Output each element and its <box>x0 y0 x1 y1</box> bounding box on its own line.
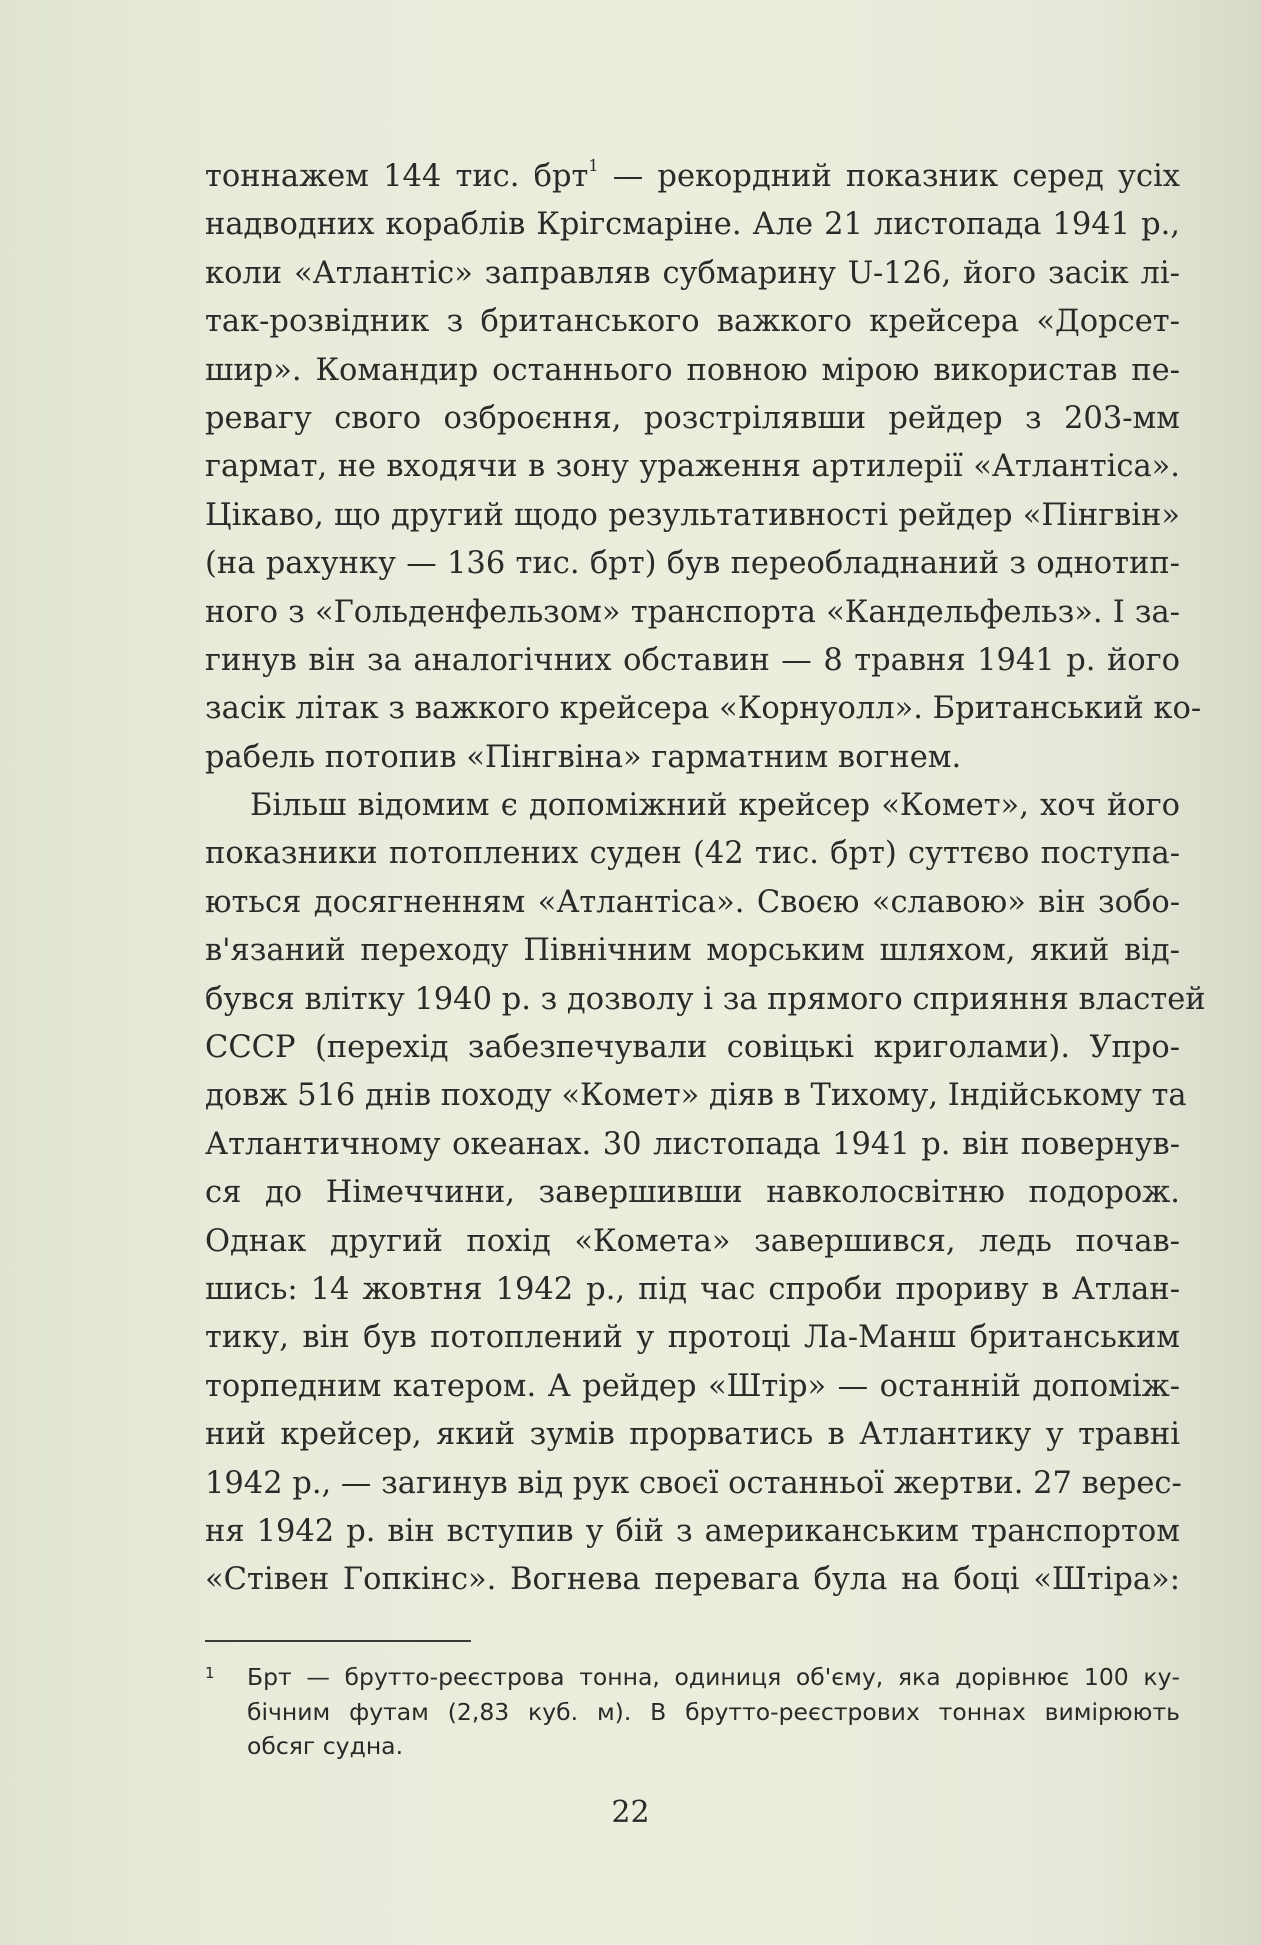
text-line: гинув він за аналогічних обставин — 8 травня 1941 р. його <box>205 642 1180 678</box>
text-line: ся до Німеччини, завершивши навколосвітню подорож. <box>205 1175 1180 1211</box>
paragraph-start-line: Більш відомим є допоміжний крейсер «Комет», хоч його <box>250 788 1180 824</box>
line-text: тоннажем 144 тис. брт <box>205 159 589 194</box>
footnote-line: Брт — брутто-реєстрова тонна, одиниця об'єму, яка дорівнює 100 ку- <box>247 1663 1180 1691</box>
page-number: 22 <box>611 1795 650 1830</box>
text-line: ревагу свого озброєння, розстрілявши рейдер з 203-мм <box>205 400 1180 436</box>
text-line: ного з «Гольденфельзом» транспорта «Кандельфельз». І за- <box>205 594 1180 630</box>
text-line: шись: 14 жовтня 1942 р., під час спроби прориву в Атлан- <box>205 1271 1180 1307</box>
text-line: рабель потопив «Пінгвіна» гарматним вогнем. <box>205 739 962 775</box>
text-line: засік літак з важкого крейсера «Корнуолл». Британський ко- <box>205 691 1202 727</box>
text-line: так-розвідник з британського важкого крейсера «Дорсет- <box>205 304 1180 340</box>
footnote-line: бічним футам (2,83 куб. м). В брутто-реєстрових тоннах вимірюють <box>247 1697 1180 1726</box>
footnote-line: обсяг судна. <box>247 1732 404 1760</box>
text-line: показники потоплених суден (42 тис. брт) суттєво поступа- <box>205 836 1180 872</box>
text-line: довж 516 днів походу «Комет» діяв в Тихому, Індійському та <box>205 1078 1187 1114</box>
footnote-marker: 1 <box>205 1664 215 1682</box>
text-line: гармат, не входячи в зону ураження артилерії «Атлантіса». <box>205 449 1180 485</box>
text-line: СССР (перехід забезпечували совіцькі криголами). Упро- <box>205 1030 1180 1066</box>
text-line: тику, він був потоплений у протоці Ла-Манш британським <box>205 1320 1180 1356</box>
text-line <box>205 153 1180 201</box>
text-line: Однак другий похід «Комета» завершився, ледь почав- <box>205 1223 1180 1259</box>
text-line: шир». Командир останнього повною мірою використав пе- <box>205 352 1180 388</box>
text-line: 1942 р., — загинув від рук своєї останньої жертви. 27 верес- <box>205 1465 1182 1501</box>
text-line: (на рахунку — 136 тис. брт) був переобладнаний з однотип- <box>205 546 1180 582</box>
footnote <box>205 1660 1180 1764</box>
line-text: — рекордний показник серед усіх <box>598 159 1180 194</box>
footnote-divider <box>205 1640 471 1642</box>
text-line: коли «Атлантіс» заправляв субмарину U-126, його засік лі- <box>205 255 1180 291</box>
text-line: надводних кораблів Крігсмаріне. Але 21 листопада 1941 р., <box>205 207 1180 243</box>
text-line: ний крейсер, який зумів прорватись в Атлантику у травні <box>205 1417 1180 1453</box>
text-line: ня 1942 р. він вступив у бій з американським транспортом <box>205 1513 1180 1549</box>
text-line: Атлантичному океанах. 30 листопада 1941 р. він повернув- <box>205 1126 1180 1162</box>
text-line: в'язаний переходу Північним морським шляхом, який від- <box>205 933 1180 969</box>
text-line: бувся влітку 1940 р. з дозволу і за прямого сприяння властей <box>205 981 1206 1017</box>
text-line: ються досягненням «Атлантіса». Своєю «славою» він зобо- <box>205 884 1180 920</box>
text-line: Цікаво, що другий щодо результативності рейдер «Пінгвін» <box>205 497 1180 533</box>
text-line: торпедним катером. А рейдер «Штір» — останній допоміж- <box>205 1368 1180 1404</box>
footnote-reference: 1 <box>588 155 599 175</box>
text-line: «Стівен Гопкінс». Вогнева перевага була на боці «Штіра»: <box>205 1562 1180 1598</box>
body-text <box>205 153 1206 1605</box>
